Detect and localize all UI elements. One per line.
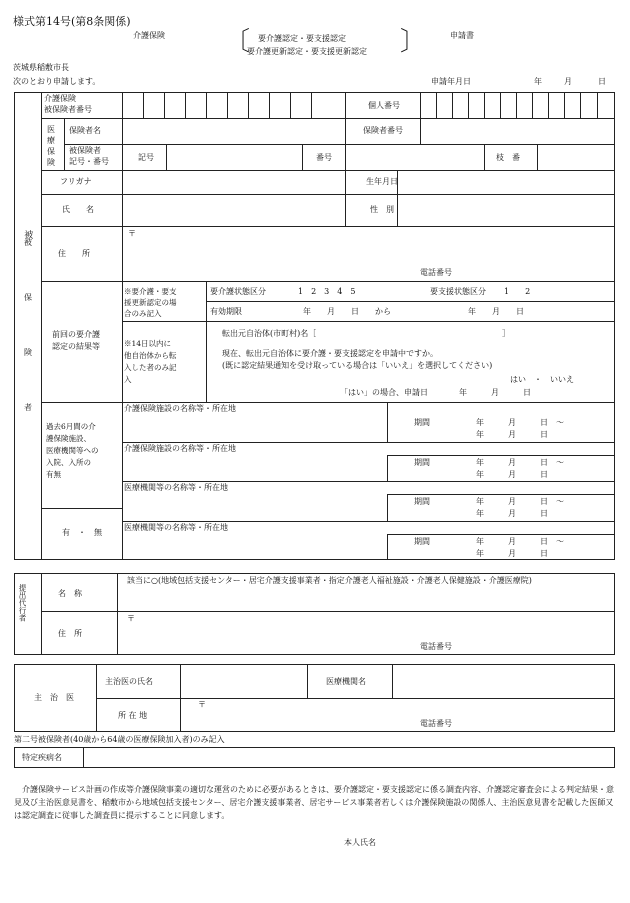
institution-label: 医療機関名: [326, 677, 366, 686]
disease-label: 特定疾病名: [22, 753, 62, 762]
transfer-note: ※14日以内に 他自治体から転 入した者のみ記 入: [124, 339, 177, 384]
insured-section-label: 被: [22, 230, 33, 239]
stay-3-to: 年 月 日: [476, 509, 548, 518]
second-category-note: 第二号被保険者(40歳から64歳の医療保険加入者)のみ記入: [14, 735, 225, 744]
bracket-left: 〔: [224, 27, 251, 57]
personal-number-label: 個人番号: [368, 101, 400, 110]
application-type-line1: 要介護認定・要支援認定: [258, 34, 346, 43]
insurer-name-label: 保険者名: [69, 126, 101, 135]
agent-section-label: 提出代行者: [18, 584, 27, 622]
disease-table: [14, 747, 615, 768]
agent-name-label: 名 称: [58, 589, 82, 598]
stay-3-period: 期間: [414, 497, 430, 506]
care-level-label: 要介護状態区分: [210, 287, 266, 296]
name-label: 氏 名: [62, 205, 94, 214]
yes-case-label: 「はい」の場合、申請日: [340, 388, 428, 397]
signature-label: 本人氏名: [344, 838, 376, 847]
insured-number-label-1: 介護保険: [44, 94, 76, 103]
doctor-phone-label: 電話番号: [420, 719, 452, 728]
statement: 次のとおり申請します。: [13, 77, 101, 86]
date-month: 月: [564, 77, 572, 86]
doctor-name-label: 主治医の氏名: [105, 677, 153, 686]
presence-choice[interactable]: 有 ・ 無: [62, 528, 102, 537]
bracket-right: 〕: [400, 27, 427, 57]
stay-4-period: 期間: [414, 537, 430, 546]
address-label: 住 所: [58, 249, 90, 258]
support-level-label: 要支援状態区分: [430, 287, 486, 296]
agent-applicable-note: 該当に○(地域包括支援センター・居宅介護支援事業者・指定介護老人福祉施設・介護老人保健施設・介護医療院): [127, 576, 532, 585]
stays-label: 過去6月間の介 護保険施設、 医療機関等への 入院、入所の 有無: [46, 422, 99, 479]
doctor-postal-mark: 〒: [198, 700, 206, 709]
card-label-1: 被保険者: [69, 146, 101, 155]
stay-1-from: 年 月 日 〜: [476, 418, 564, 427]
application-label: 申請書: [450, 31, 474, 40]
stay-4-title: 医療機関等の名称等・所在地: [124, 523, 228, 532]
yes-case-date: 年 月 日: [459, 388, 531, 397]
insured-number-label-2: 被保険者番号: [44, 105, 92, 114]
origin-municipality-close: ］: [502, 329, 510, 338]
agent-postal-mark: 〒: [127, 614, 135, 623]
medical-insurance-label: 医 療 保 険: [47, 125, 55, 167]
stay-2-title: 介護保険施設の名称等・所在地: [124, 444, 236, 453]
stay-2-period: 期間: [414, 458, 430, 467]
stay-2-to: 年 月 日: [476, 470, 548, 479]
renewal-note: ※要介護・要支 援更新認定の場 合のみ記入: [124, 287, 177, 318]
previous-label-1: 前回の要介護: [52, 330, 100, 339]
validity-label: 有効期限: [210, 307, 242, 316]
care-level-options: 1 2 3 4 5: [298, 287, 356, 296]
pending-question-note: (既に認定結果通知を受け取っている場合は「いいえ」を選択してください): [222, 361, 493, 370]
card-label-2: 記号・番号: [69, 157, 109, 166]
doctor-section-label: 主 治 医: [34, 693, 74, 702]
previous-label-2: 認定の結果等: [52, 342, 100, 351]
agent-address-label: 住 所: [58, 629, 82, 638]
addressee: 茨城県稲敷市長: [13, 63, 69, 72]
stay-3-from: 年 月 日 〜: [476, 497, 564, 506]
symbol-label: 記号: [138, 153, 154, 162]
stay-1-to: 年 月 日: [476, 430, 548, 439]
date-label: 申請年月日: [431, 77, 471, 86]
pending-question: 現在、転出元自治体に要介護・要支援認定を申請中ですか。: [222, 349, 438, 358]
stay-1-title: 介護保険施設の名称等・所在地: [124, 404, 236, 413]
insurer-number-label: 保険者番号: [363, 126, 403, 135]
validity-from: 年 月 日 から: [303, 307, 391, 316]
stay-4-from: 年 月 日 〜: [476, 537, 564, 546]
sex-label: 性 別: [370, 205, 394, 214]
support-level-options: 1 2: [504, 287, 531, 296]
stay-2-from: 年 月 日 〜: [476, 458, 564, 467]
birth-date-label: 生年月日: [366, 177, 398, 186]
stay-3-title: 医療機関等の名称等・所在地: [124, 483, 228, 492]
insurance-label: 介護保険: [133, 31, 165, 40]
stay-1-period: 期間: [414, 418, 430, 427]
date-year: 年: [534, 77, 542, 86]
branch-label: 枝 番: [496, 153, 520, 162]
origin-municipality-label: 転出元自治体(市町村)名［: [222, 329, 317, 338]
number-label: 番号: [316, 153, 332, 162]
application-type-line2: 要介護更新認定・要支援更新認定: [247, 47, 367, 56]
stay-4-to: 年 月 日: [476, 549, 548, 558]
yes-no-choice[interactable]: はい ・ いいえ: [510, 375, 574, 384]
form-number: 様式第14号(第8条関係): [13, 15, 131, 28]
consent-text: 介護保険サービス計画の作成等介護保険事業の適切な運営のために必要があるときは、要介護認定・要支援認定に係る調査内容、介護認定審査会による判定結果・意見及び主治医意見書を、稲敷市から地域包括支援センター、居宅介護支援事業者、居宅サービス事業者若しくは介護保険施設の関係人、主治医意見書を記載した医師又は認定調査に従事した調査員に提示することに同意します。: [14, 785, 614, 820]
phone-label: 電話番号: [420, 268, 452, 277]
postal-mark: 〒: [128, 229, 136, 238]
doctor-address-label: 所 在 地: [118, 711, 148, 720]
furigana-label: フリガナ: [60, 177, 92, 186]
validity-to: 年 月 日: [468, 307, 524, 316]
agent-phone-label: 電話番号: [420, 642, 452, 651]
date-day: 日: [598, 77, 606, 86]
